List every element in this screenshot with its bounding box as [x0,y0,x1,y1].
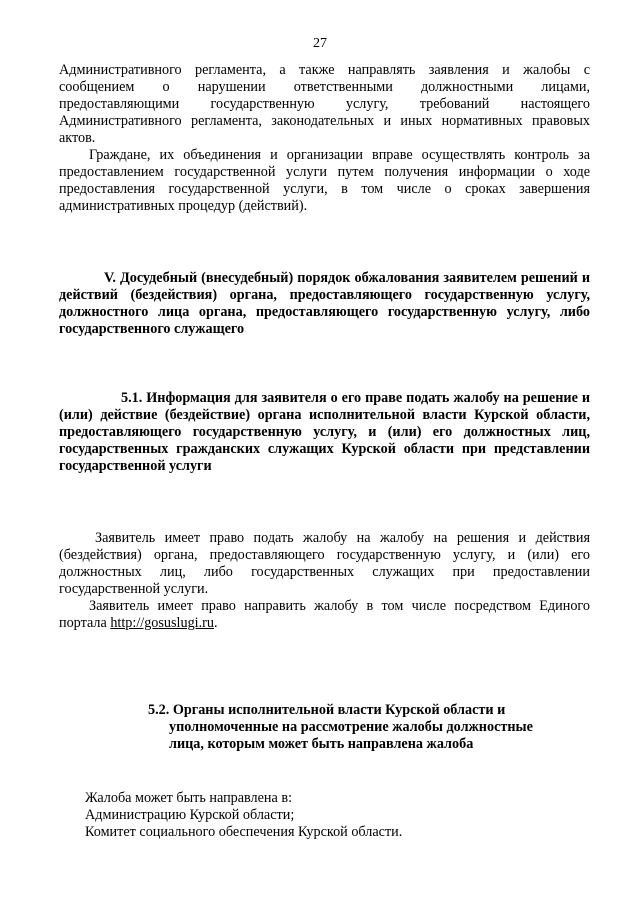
subsection-5-2-heading-line-2: уполномоченные на рассмотрение жалобы должностные [169,719,533,735]
subsection-5-2-heading-block [59,702,590,753]
subsection-5-1-heading-block [59,390,590,475]
section-5-heading-block [59,270,590,338]
subsection-5-2-heading-line-3: лица, которым может быть направлена жалоба [169,736,474,752]
subsection-5-1-paragraph-1: Заявитель имеет право подать жалобу на жалобу на решения и действия (бездействия) органа, предоставляющего государственную услугу, и (или) его должностных лиц, либо государственных служащих при предоставлении государственной услуги. [59,530,590,597]
intro-paragraph-2: Граждане, их объединения и организации вправе осуществлять контроль за предоставлением государственной услуги путем получения информации о ходе предоставления государственной услуги, в том числе о сроках завершения административных процедур (действий). [59,147,590,214]
subsection-5-1-paragraph-2-text: Заявитель имеет право направить жалобу в том числе посредством Единого портала [59,598,590,631]
subsection-5-2-heading-line-1: 5.2. Органы исполнительной власти Курской области и [148,702,506,718]
intro-paragraph-1: Административного регламента, а также направлять заявления и жалобы с сообщением о нарушении ответственными должностными лицами, предоставляющими государственную услугу, требований настоящего Административного регламента, законодательных и иных нормативных правовых актов. [59,62,590,146]
list-intro: Жалоба может быть направлена в: [85,790,293,806]
page-number: 27 [313,36,327,51]
subsection-5-1-paragraph-2 [59,598,590,632]
subsection-5-1-body [59,530,590,632]
subsection-5-1-paragraph-2-end: . [213,615,218,631]
gosuslugi-link[interactable]: http://gosuslugi.ru [110,615,214,631]
list-item: Комитет социального обеспечения Курской области. [85,824,403,840]
list-item: Администрацию Курской области; [85,807,295,823]
subsection-5-1-heading: 5.1. Информация для заявителя о его праве подать жалобу на решение и (или) действие (бездействие) органа исполнительной власти Курской области, предоставляющего государственную услугу, и (или) его должностных лиц, государственных гражданских служащих Курской области при представлении государственной услуги [59,390,590,474]
subsection-5-2-list [59,790,590,841]
section-5-heading: V. Досудебный (внесудебный) порядок обжалования заявителем решений и действий (бездействия) органа, предоставляющего государственную услугу, должностного лица органа, предоставляющего государственную услугу, либо государственного служащего [59,270,590,337]
intro-section [59,62,590,215]
